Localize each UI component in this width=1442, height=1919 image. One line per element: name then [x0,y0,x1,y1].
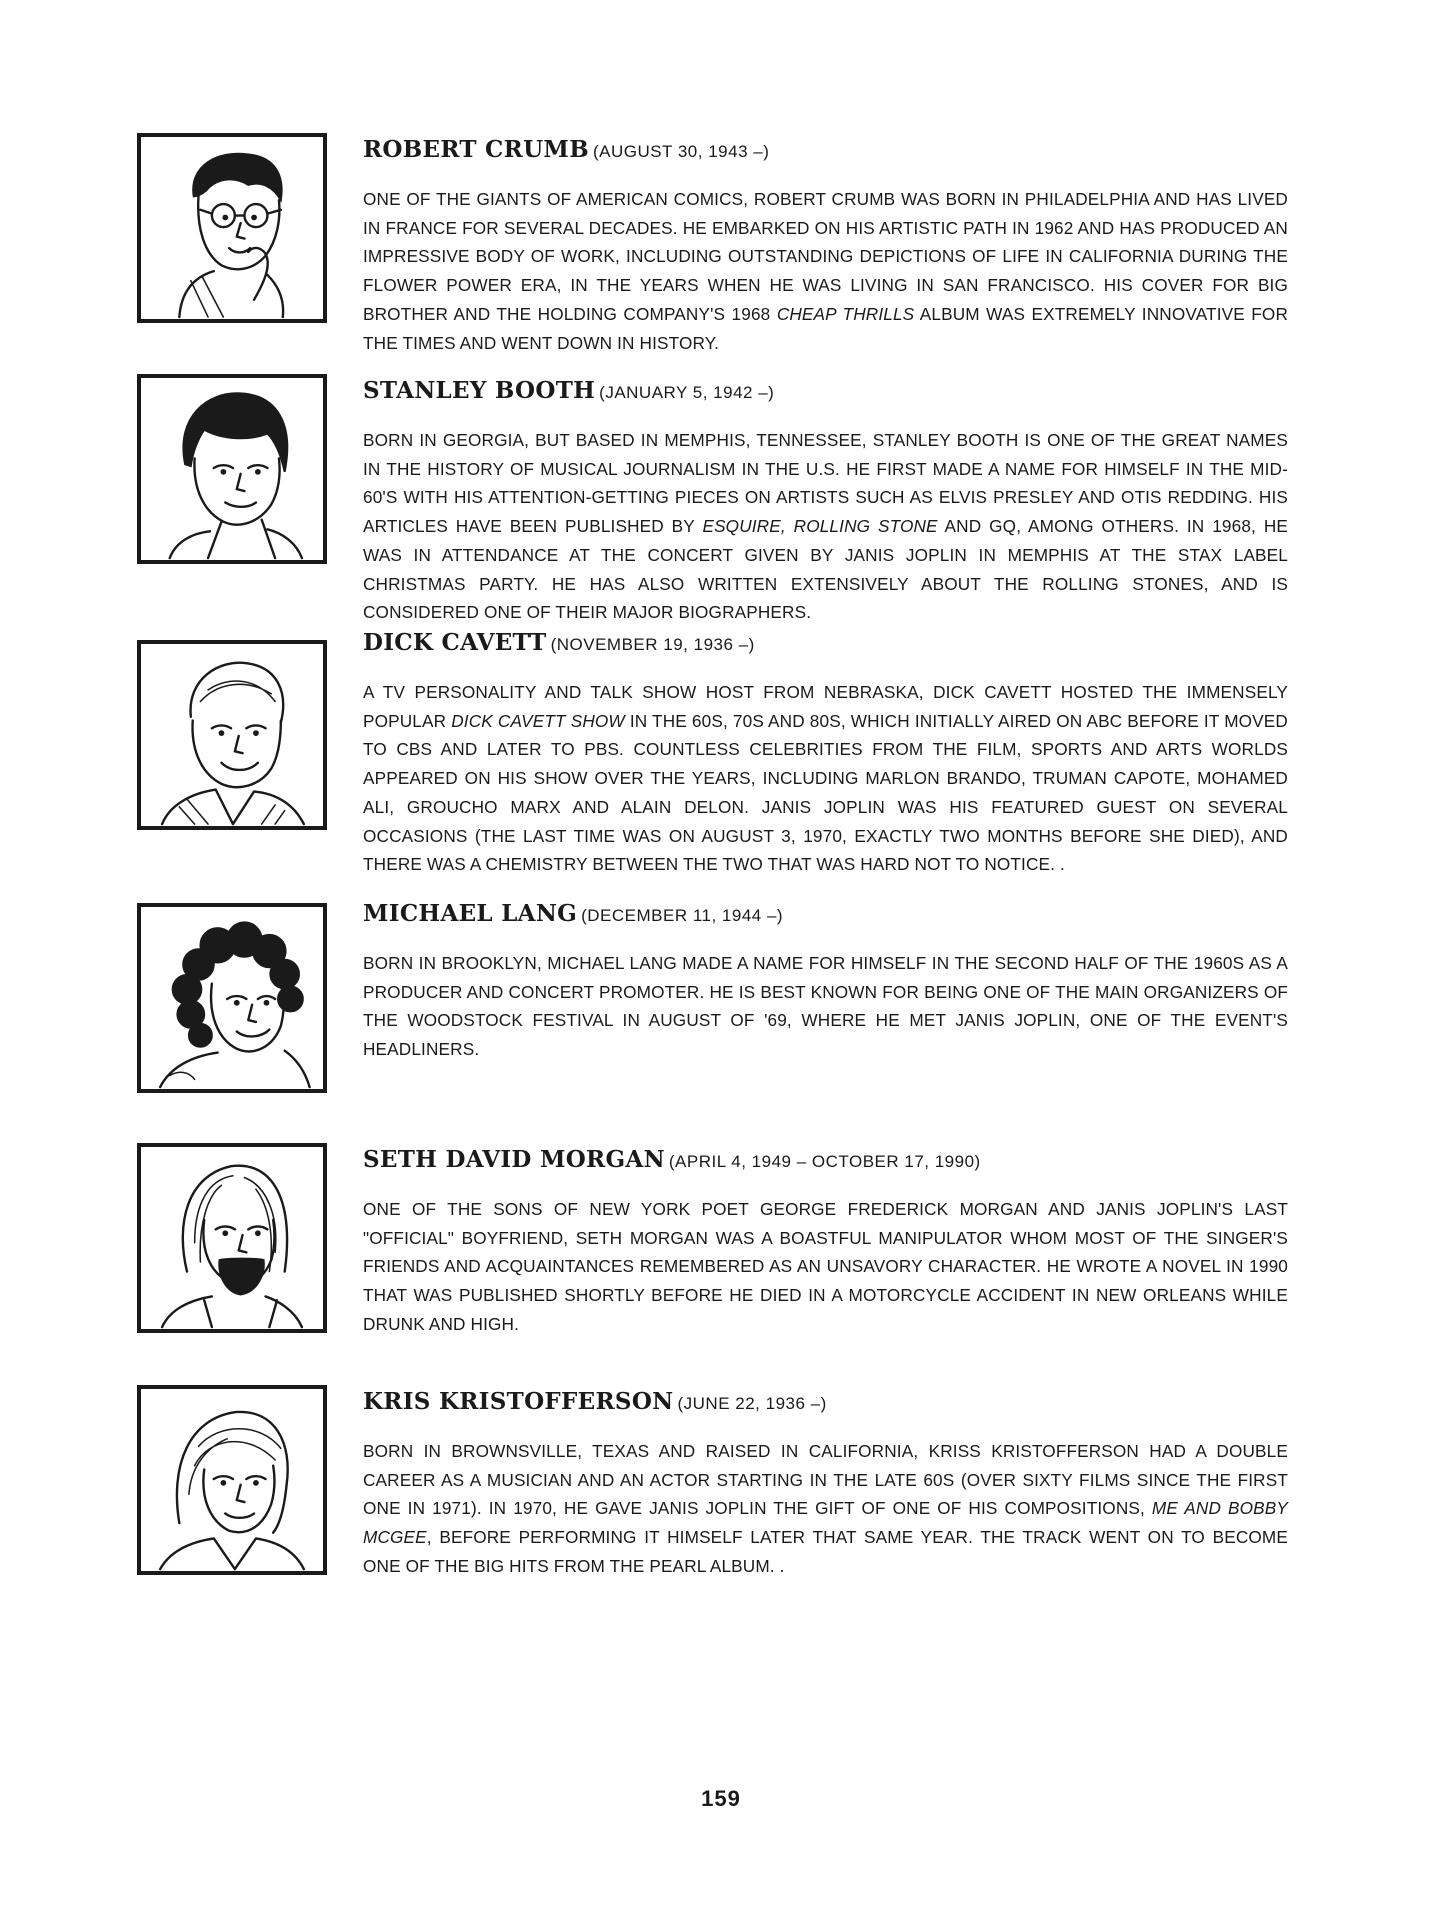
person-name: DICK CAVETT [363,629,547,656]
person-name: MICHAEL LANG [363,900,578,927]
person-dates: (APRIL 4, 1949 – OCTOBER 17, 1990) [668,1152,981,1171]
person-bio [363,1195,1288,1339]
entry-text-seth-david-morgan [363,1143,1288,1339]
entry-text-stanley-booth [363,374,1288,627]
dick-cavett-portrait-drawing [141,644,323,826]
robert-crumb-portrait-drawing [141,137,323,319]
portrait-stanley-booth [137,374,327,564]
entry-heading [363,897,1288,931]
bio-text: IN THE 60S, 70S AND 80S, WHICH INITIALLY AIRED ON ABC BEFORE IT MOVED TO CBS AND LATER TO PBS. COUNTLESS CELEBRITIES FROM THE FILM, SPORTS AND ARTS WORLDS APPEARED ON HIS SHOW OVER THE YEARS, INCLUDING MARLON BRANDO, TRUMAN CAPOTE, MOHAMED ALI, GROUCHO MARX AND ALAIN DELON. JANIS JOPLIN WAS HIS FEATURED GUEST ON SEVERAL OCCASIONS (THE LAST TIME WAS ON AUGUST 3, 1970, EXACTLY TWO MONTHS BEFORE SHE DIED), AND THERE WAS A CHEMISTRY BETWEEN THE TWO THAT WAS HARD NOT TO NOTICE. . [363,710,1288,875]
person-bio [363,1437,1288,1581]
stanley-booth-portrait-drawing [141,378,323,560]
seth-morgan-portrait-drawing [141,1147,323,1329]
person-bio [363,678,1288,879]
person-dates: (NOVEMBER 19, 1936 –) [550,635,755,654]
person-dates: (JUNE 22, 1936 –) [677,1394,827,1413]
portrait-kris-kristofferson [137,1385,327,1575]
bio-text: ONE OF THE GIANTS OF AMERICAN COMICS, ROBERT CRUMB WAS BORN IN PHILADELPHIA AND HAS LIVED IN FRANCE FOR SEVERAL DECADES. HE EMBARKED ON HIS ARTISTIC PATH IN 1962 AND HAS PRODUCED AN IMPRESSIVE BODY OF WORK, INCLUDING OUTSTANDING DEPICTIONS OF LIFE IN CALIFORNIA DURING THE FLOWER POWER ERA, IN THE YEARS WHEN HE WAS LIVING IN SAN FRANCISCO. HIS COVER FOR BIG BROTHER AND THE HOLDING COMPANY'S 1968 [363,189,1288,324]
entry-heading [363,626,1288,660]
entry-heading [363,1385,1288,1419]
portrait-michael-lang [137,903,327,1093]
page-number: 159 [701,1786,741,1811]
bio-text: A TV PERSONALITY AND TALK SHOW HOST FROM NEBRASKA, DICK CAVETT HOSTED THE IMMENSELY POPULAR [363,682,1288,731]
portrait-robert-crumb [137,133,327,323]
person-bio [363,426,1288,627]
person-bio [363,185,1288,357]
person-name: ROBERT CRUMB [363,136,589,163]
michael-lang-portrait-drawing [141,907,323,1089]
portrait-dick-cavett [137,640,327,830]
entry-text-michael-lang [363,897,1288,1064]
entry-heading [363,374,1288,408]
bio-text: BORN IN BROWNSVILLE, TEXAS AND RAISED IN CALIFORNIA, KRISS KRISTOFFERSON HAD A DOUBLE CAREER AS A MUSICIAN AND AN ACTOR STARTING IN THE LATE 60S (OVER SIXTY FILMS SINCE THE FIRST ONE IN 1971). IN 1970, HE GAVE JANIS JOPLIN THE GIFT OF ONE OF HIS COMPOSITIONS, [363,1441,1288,1519]
person-name: STANLEY BOOTH [363,377,596,404]
entry-text-kris-kristofferson [363,1385,1288,1581]
person-dates: (DECEMBER 11, 1944 –) [581,906,784,925]
bio-text: ONE OF THE SONS OF NEW YORK POET GEORGE FREDERICK MORGAN AND JANIS JOPLIN'S LAST "OFFICIAL" BOYFRIEND, SETH MORGAN WAS A BOASTFUL MANIPULATOR WHOM MOST OF THE SINGER'S FRIENDS AND ACQUAINTANCES REMEMBERED AS AN UNSAVORY CHARACTER. HE WROTE A NOVEL IN 1990 THAT WAS PUBLISHED SHORTLY BEFORE HE DIED IN A MOTORCYCLE ACCIDENT IN NEW ORLEANS WHILE DRUNK AND HIGH. [363,1199,1288,1334]
bio-italic-title: DICK CAVETT SHOW [451,710,625,731]
bio-text: BORN IN BROOKLYN, MICHAEL LANG MADE A NAME FOR HIMSELF IN THE SECOND HALF OF THE 1960S AS A PRODUCER AND CONCERT PROMOTER. HE IS BEST KNOWN FOR BEING ONE OF THE MAIN ORGANIZERS OF THE WOODSTOCK FESTIVAL IN AUGUST OF '69, WHERE HE MET JANIS JOPLIN, ONE OF THE EVENT'S HEADLINERS. [363,953,1288,1060]
bio-italic-title: CHEAP THRILLS [776,303,915,324]
bio-text: , BEFORE PERFORMING IT HIMSELF LATER THAT SAME YEAR. THE TRACK WENT ON TO BECOME ONE OF THE BIG HITS FROM THE PEARL ALBUM. . [363,1527,1288,1576]
bio-text: AND GQ, AMONG OTHERS. IN 1968, HE WAS IN ATTENDANCE AT THE CONCERT GIVEN BY JANIS JOPLIN IN MEMPHIS AT THE STAX LABEL CHRISTMAS PARTY. HE HAS ALSO WRITTEN EXTENSIVELY ABOUT THE ROLLING STONES, AND IS CONSIDERED ONE OF THEIR MAJOR BIOGRAPHERS. [363,516,1288,623]
person-bio [363,949,1288,1064]
bio-italic-title: ME AND BOBBY MCGEE [363,1498,1288,1548]
bio-italic-title: ESQUIRE, ROLLING STONE [702,516,938,537]
person-name: KRIS KRISTOFFERSON [363,1388,674,1415]
person-name: SETH DAVID MORGAN [363,1146,665,1173]
bio-text: BORN IN GEORGIA, BUT BASED IN MEMPHIS, TENNESSEE, STANLEY BOOTH IS ONE OF THE GREAT NAMES IN THE HISTORY OF MUSICAL JOURNALISM IN THE U.S. HE FIRST MADE A NAME FOR HIMSELF IN THE MID-60'S WITH HIS ATTENTION-GETTING PIECES ON ARTISTS SUCH AS ELVIS PRESLEY AND OTIS REDDING. HIS ARTICLES HAVE BEEN PUBLISHED BY [363,430,1288,537]
portrait-seth-david-morgan [137,1143,327,1333]
entry-text-dick-cavett [363,626,1288,879]
person-dates: (JANUARY 5, 1942 –) [599,383,775,402]
entry-text-robert-crumb [363,133,1288,357]
entry-heading [363,1143,1288,1177]
person-dates: (AUGUST 30, 1943 –) [592,142,770,161]
kris-kristofferson-portrait-drawing [141,1389,323,1571]
bio-text: ALBUM WAS EXTREMELY INNOVATIVE FOR THE TIMES AND WENT DOWN IN HISTORY. [363,303,1289,353]
entry-heading [363,133,1288,167]
